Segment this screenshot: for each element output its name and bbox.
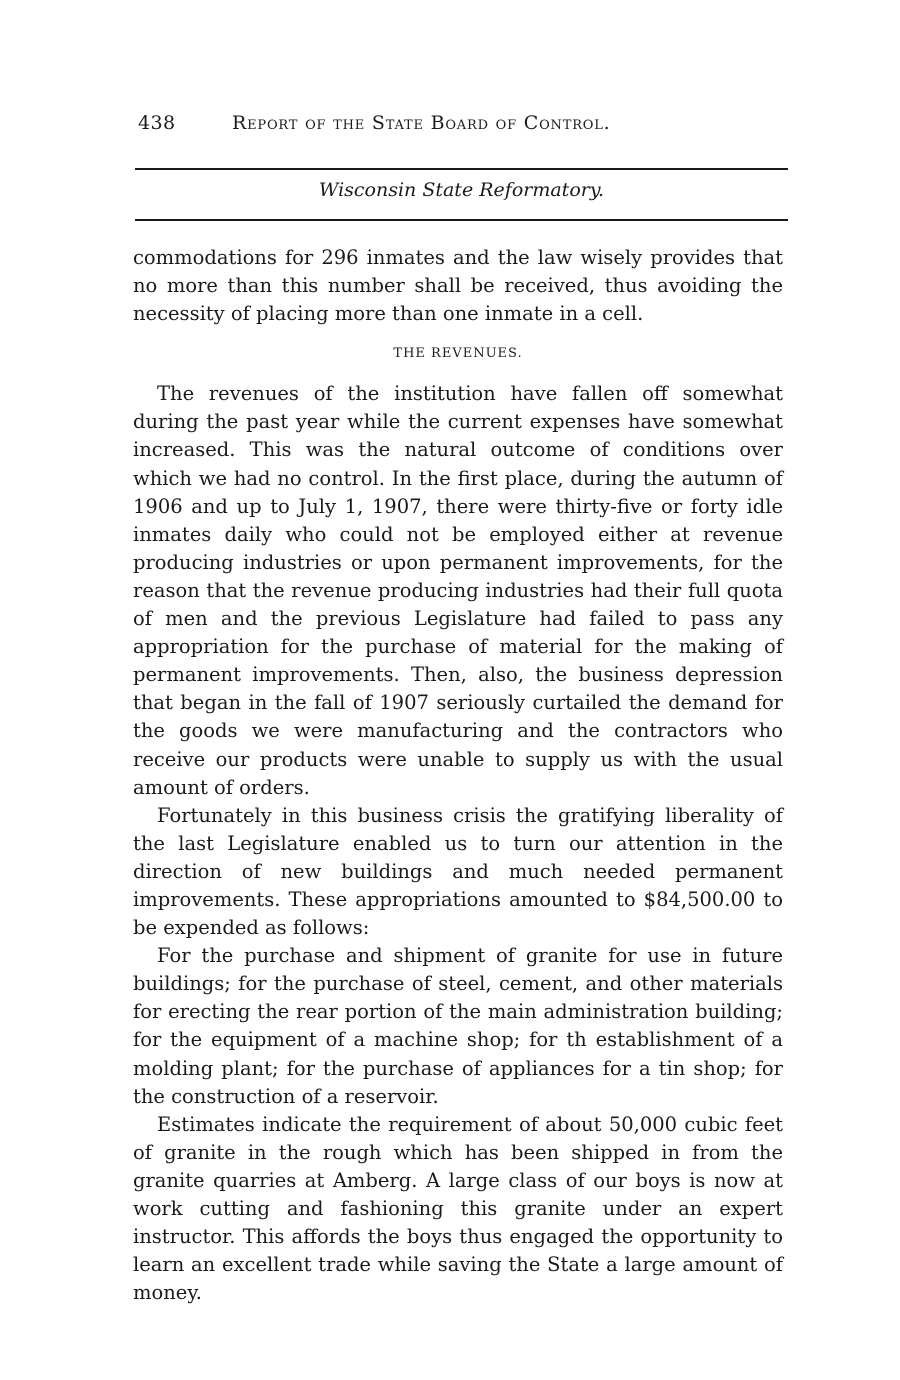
body-text — [133, 244, 783, 1307]
bottom-rule — [135, 219, 788, 221]
running-title: Report of the State Board of Control. — [232, 112, 611, 134]
section-heading: THE REVENUES. — [393, 346, 523, 362]
paragraph-appropriations: Fortunately in this business crisis the gratifying liberality of the last Legislature enabled us to turn our attention in the direction of new buildings and much needed permanent improvements. These appropriations amounted to $84,500.00 to be expended as follows: — [133, 803, 783, 940]
paragraph-expenditures: For the purchase and shipment of granite for use in future buildings; for the purchase of steel, cement, and other materials for erecting the rear portion of the main administration building; for the equipment of a machine shop; for th establishment of a molding plant; for the purchase of appliances for a tin shop; for the construction of a reservoir. — [133, 944, 783, 1108]
paragraph-granite: Estimates indicate the requirement of about 50,000 cubic feet of granite in the rough which has been shipped in from the granite quarries at Amberg. A large class of our boys is now at work cutting and fashioning this granite under an expert instructor. This affords the boys thus engaged the opportunity to learn an excellent trade while saving the State a large amount of money. — [133, 1112, 783, 1305]
page-number: 438 — [138, 112, 176, 134]
section-subtitle: Wisconsin State Reformatory. — [318, 179, 605, 201]
paragraph-continuation: commodations for 296 inmates and the law wisely provides that no more than this number shall be received, thus avoiding the necessity of placing more than one inmate in a cell. — [133, 246, 783, 326]
paragraph-revenues: The revenues of the institution have fallen off somewhat during the past year while the current expenses have somewhat increased. This was the natural outcome of conditions over which we had no control. In the first place, during the autumn of 1906 and up to July 1, 1907, there were thirty-five or forty idle inmates daily who could not be employed either at revenue producing industries or upon permanent improvements, for the reason that the revenue producing industries had their full quota of men and the previous Legislature had failed to pass any appropriation for the purchase of material for the making of permanent improvements. Then, also, the business depression that began in the fall of 1907 seriously curtailed the demand for the goods we were manufacturing and the contractors who receive our products were unable to supply us with the usual amount of orders. — [133, 382, 783, 799]
top-rule — [135, 168, 788, 170]
